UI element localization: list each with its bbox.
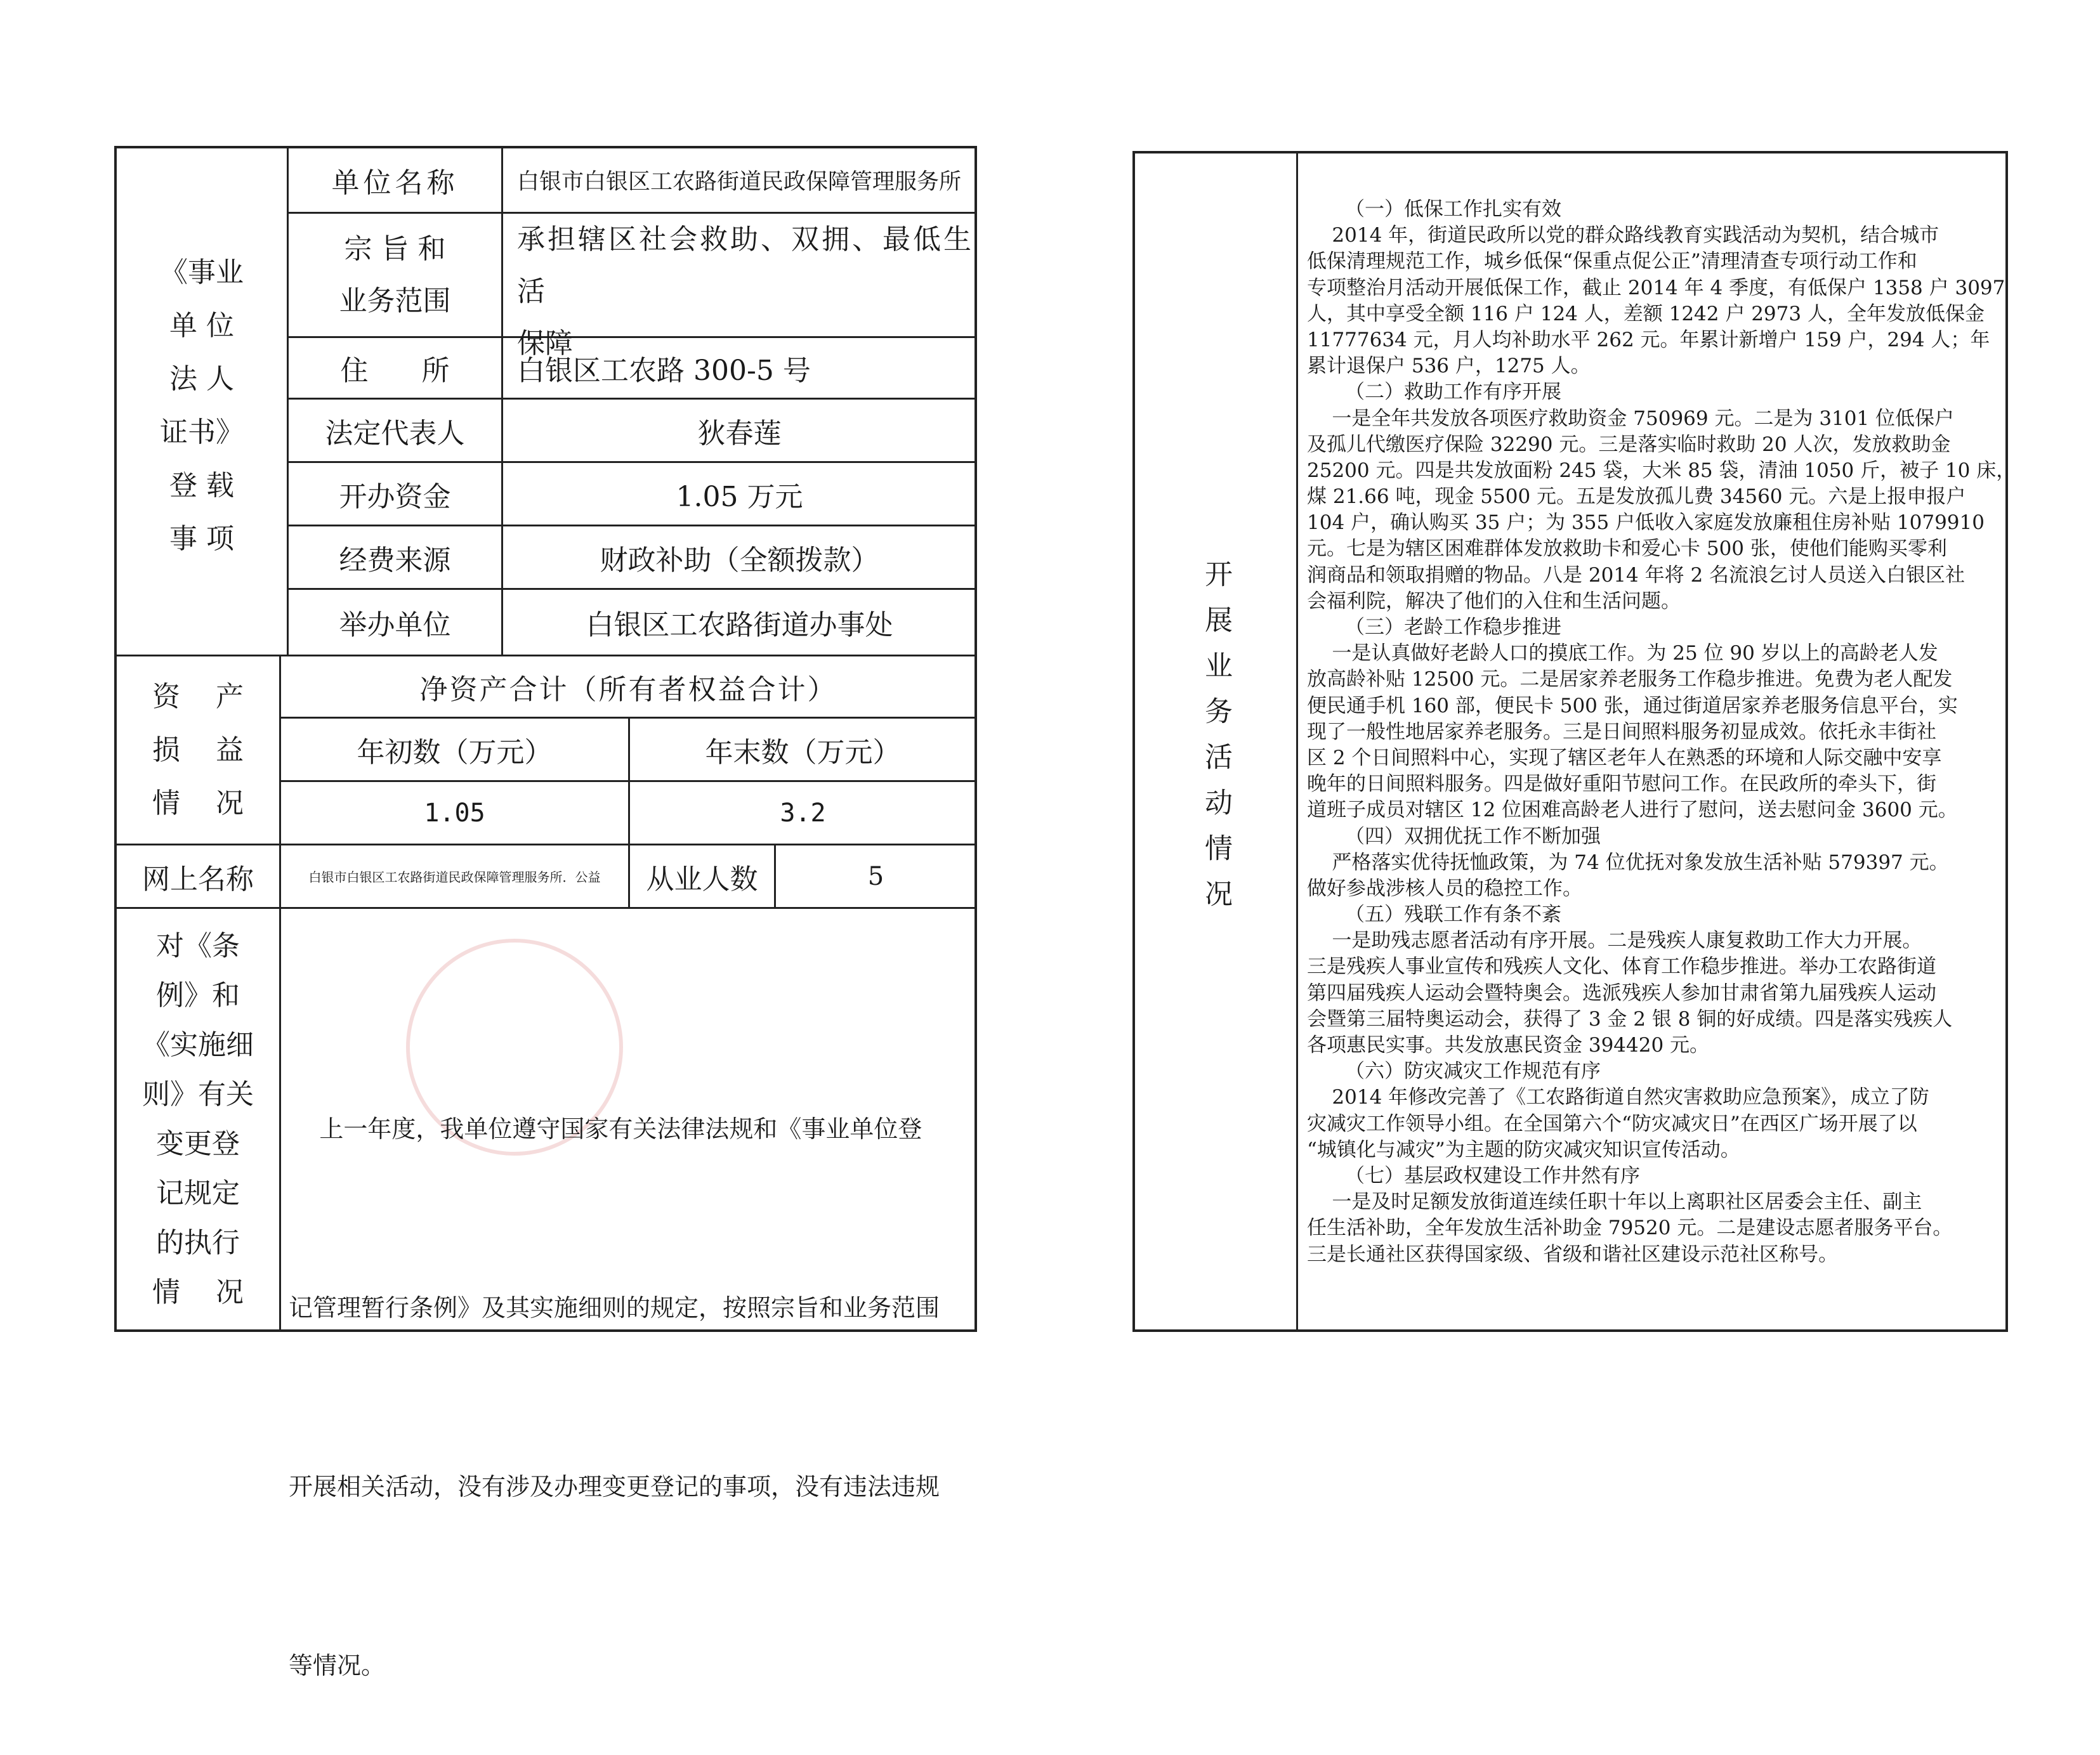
business-activities-text: （一）低保工作扎实有效 2014 年，街道民政所以党的群众路线教育实践活动为契机，结合城市 低保清理规范工作，城乡低保“保重点促公正”清理清查专项行动工作和 专项整治月活动开展低保工作，截止 2014 年 4 季度，有低保户 1358 户 3097 人，其中享受全额 116 户 124 人，差额 1242 户 2973 人，全年发放低保金 11777634 元，月人均补助水平 262 元。年累计新增户 159 户，294 人；年 累计退保户 536 户，1275 人。 （二）救助工作有序开展 一是全年共发放各项医疗救助资金 750969 元。二是为 3101 位低保户 及孤儿代缴医疗保险 32290 元。三是落实临时救助 20 人次，发放救助金 25200 元。四是共发放面粉 245 袋，大米 85 袋，清油 1050 斤，被子 10 床， 煤 21.66 吨，现金 5500 元。五是发放孤儿费 34560 元。六是上报申报户 104 户，确认购买 35 户；为 355 户低收入家庭发放廉租住房补贴 1079910 元。七是为辖区困难群体发放救助卡和爱心卡 500 张，使他们能购买零利 润商品和领取捐赠的物品。八是 2014 年将 2 名流浪乞讨人员送入白银区社 会福利院，解决了他们的入住和生活问题。 （三）老龄工作稳步推进 一是认真做好老龄人口的摸底工作。为 25 位 90 岁以上的高龄老人发 放高龄补贴 12500 元。二是居家养老服务工作稳步推进。免费为老人配发 便民通手机 160 部，便民卡 500 张，通过街道居家养老服务信息平台，实 现了一般性地居家养老服务。三是日间照料服务初显成效。依托永丰街社 区 2 个日间照料中心，实现了辖区老年人在熟悉的环境和人际交融中安享 晚年的日间照料服务。四是做好重阳节慰问工作。在民政所的牵头下，街 道班子成员对辖区 12 位困难高龄老人进行了慰问，送去慰问金 3600 元。 （四）双拥优抚工作不断加强 严格落实优待抚恤政策，为 74 位优抚对象发放生活补贴 579397 元。 做好参战涉核人员的稳控工作。 （五）残联工作有条不紊 一是助残志愿者活动有序开展。二是残疾人康复救助工作大力开展。 三是残疾人事业宣传和残疾人文化、体育工作稳步推进。举办工农路街道 第四届残疾人运动会暨特奥会。选派残疾人参加甘肃省第九届残疾人运动 会暨第三届特奥运动会，获得了 3 金 2 银 8 铜的好成绩。四是落实残疾人 各项惠民实事。共发放惠民资金 394420 元。 （六）防灾减灾工作规范有序 2014 年修改完善了《工农路街道自然灾害救助应急预案》，成立了防 灾减灾工作领导小组。在全国第六个“防灾减灾日”在西区广场开展了以 “城镇化与减灾”为主题的防灾减灾知识宣传活动。 （七）基层政权建设工作井然有序 一是及时足额发放街道连续任职十年以上离职社区居委会主任、副主 任生活补助，全年发放生活补助金 79520 元。二是建设志愿者服务平台。 三是长通社区获得国家级、省级和谐社区建设示范社区称号。: [1307, 198, 2016, 1266]
year-end-value: 3.2: [780, 798, 826, 828]
online-name-value: 白银市白银区工农路街道民政保障管理服务所．公益: [308, 870, 601, 885]
compliance-text: 上一年度，我单位遵守国家有关法律法规和《事业单位登 记管理暂行条例》及其实施细则的规定，按照宗旨和业务范围 开展相关活动，没有涉及办理变更登记的事项，没有违法违规 等情况。: [289, 1115, 940, 1680]
purpose-scope-label: 宗 旨 和 业务范围: [339, 232, 451, 317]
funding-source-label: 经费来源: [339, 544, 451, 577]
staff-count-label: 从业人数: [646, 863, 758, 896]
purpose-scope-value: 承担辖区社会救助、双拥、最低生活 保障: [517, 223, 974, 360]
address-label: 住 所: [340, 355, 450, 387]
funding-source-value: 财政补助（全额拨款）: [600, 544, 879, 577]
sponsor-value: 白银区工农路街道办事处: [586, 609, 893, 641]
registration-side-label: 《事业 单 位 法 人 证书》 登 载 事 项: [160, 256, 244, 555]
online-name-label: 网上名称: [142, 863, 254, 896]
business-activities-side-label: 开展业务活动情况: [1200, 559, 1232, 925]
net-assets-header: 净资产合计（所有者权益合计）: [419, 673, 837, 706]
year-end-label: 年末数（万元）: [705, 736, 901, 769]
unit-name-value: 白银市白银区工农路街道民政保障管理服务所: [517, 169, 962, 195]
unit-name-label: 单位名称: [331, 167, 459, 199]
address-value: 白银区工农路 300-5 号: [517, 355, 811, 387]
compliance-side-label: 对《条 例》和 《实施细 则》有关 变更登 记规定 的执行 情 况: [142, 930, 254, 1308]
legal-rep-label: 法定代表人: [325, 417, 465, 450]
year-start-label: 年初数（万元）: [357, 736, 553, 769]
capital-value: 1.05 万元: [676, 480, 803, 513]
assets-side-label: 资 产 损 益 情 况: [152, 680, 244, 819]
year-start-value: 1.05: [424, 798, 485, 828]
staff-count-value: 5: [867, 861, 884, 891]
legal-rep-value: 狄春莲: [697, 417, 782, 450]
sponsor-label: 举办单位: [339, 609, 451, 641]
capital-label: 开办资金: [339, 480, 451, 513]
